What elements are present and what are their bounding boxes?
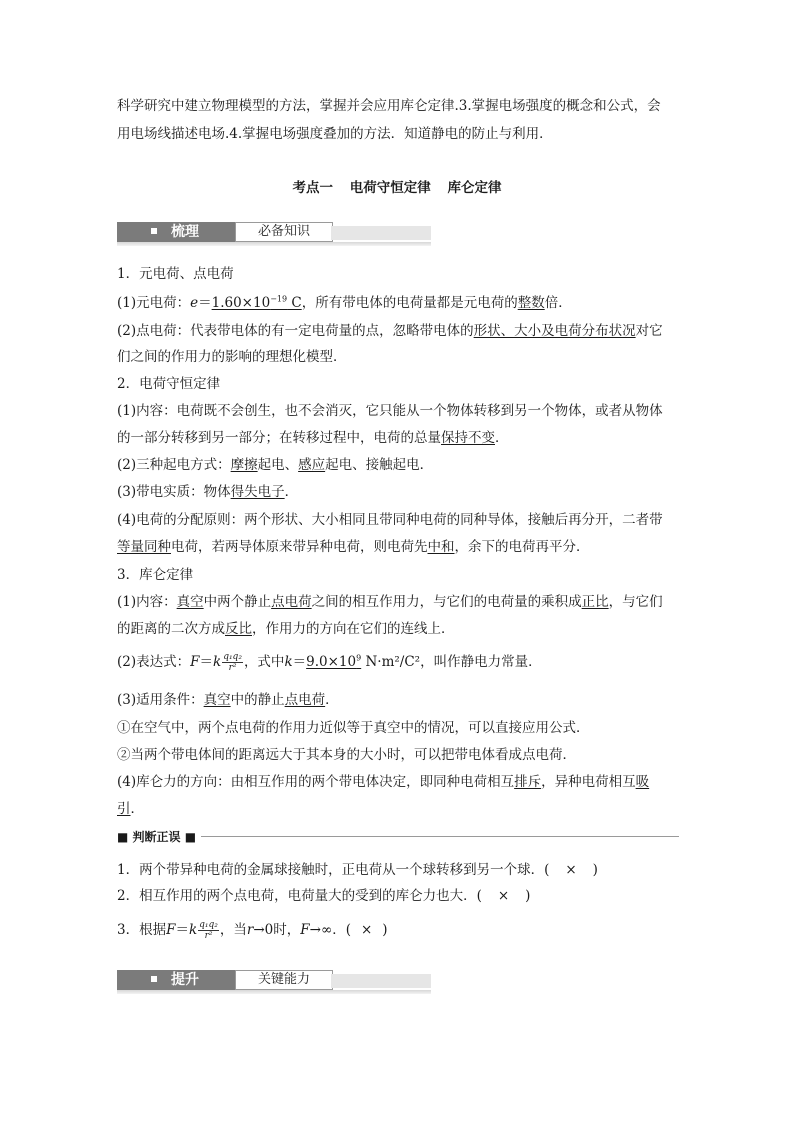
section-number: 考点一	[292, 180, 334, 196]
section-title	[0, 176, 794, 196]
p3-a-cont: 的距离的二次方成反比，作用力的方向在它们的连线上．	[117, 621, 455, 637]
heading-3: 3．库仑定律	[117, 567, 194, 583]
blank-answer: 反比	[225, 621, 252, 637]
banner-strip	[331, 974, 431, 988]
wrong-mark: ×	[497, 888, 510, 904]
coulomb-fraction: $\frac{\text{q₁q₂}}{\text{r²}}$	[223, 652, 242, 673]
blank-answer: 摩擦	[230, 457, 258, 473]
square-icon	[151, 228, 157, 234]
p2-a-cont: 的一部分转移到另一部分；在转移过程中，电荷的总量保持不变．	[117, 430, 509, 446]
p2-d-cont: 等量同种电荷，若两导体原来带异种电荷，则电荷先中和，余下的电荷再平分．	[117, 539, 590, 555]
p1-b-cont: 们之间的作用力的影响的理想化模型．	[117, 349, 347, 365]
p3-note-1: ①在空气中，两个点电荷的作用力近似等于真空中的情况，可以直接应用公式．	[117, 720, 590, 736]
blank-answer: 点电荷	[284, 692, 326, 708]
section-topic-2: 库仑定律	[447, 180, 502, 196]
banner-subtitle: 必备知识	[235, 222, 333, 242]
p2-a: (1)内容：电荷既不会创生，也不会消灭，它只能从一个物体转移到另一个物体，或者从物体	[117, 403, 663, 419]
wrong-mark: ×	[565, 862, 577, 878]
banner-shadow	[117, 242, 431, 246]
blank-answer: 等量同种	[117, 539, 171, 555]
p3-note-2: ②当两个带电体间的距离远大于其本身的大小时，可以把带电体看成点电荷．	[117, 747, 576, 763]
banner-tag: 梳理	[117, 222, 235, 242]
judge-q2: 2．相互作用的两个点电荷，电荷量大的受到的库仑力也大．( × )	[117, 888, 531, 904]
blank-answer: 形状、大小及电荷分布状况	[473, 323, 636, 339]
banner-tag: 提升	[117, 970, 235, 990]
judge-q1: 1．两个带异种电荷的金属球接触时，正电荷从一个球转移到另一个球．( × )	[117, 862, 598, 878]
blank-answer: 真空	[203, 692, 231, 708]
p3-b-formula: (2)表达式：F＝k $\frac{\text{q₁q₂}}{\text{r²}}$ ，式中$k=9.0\times 10^9$ N·m²/C²，叫作静电力常量．	[117, 652, 542, 673]
p2-b: (2)三种起电方式：摩擦起电、感应起电、接触起电．	[117, 457, 434, 473]
blank-answer: 感应	[298, 457, 326, 473]
banner-improve	[117, 970, 431, 994]
blank-answer: 中和	[427, 539, 455, 555]
banner-shadow	[117, 990, 431, 994]
p1-b: (2)点电荷：代表带电体的有一定电荷量的点，忽略带电体的形状、大小及电荷分布状况对它	[117, 323, 663, 339]
p2-d: (4)电荷的分配原则：两个形状、大小相同且带同种电荷的同种导体，接触后再分开，二者带	[117, 512, 663, 528]
p3-a: (1)内容：真空中两个静止点电荷之间的相互作用力，与它们的电荷量的乘积成正比，与它们	[117, 594, 663, 610]
coulomb-fraction: $\frac{\text{q₁q₂}}{\text{r²}}$	[199, 920, 218, 941]
intro-line-1: 科学研究中建立物理模型的方法，掌握并会应用库仑定律.3.掌握电场强度的概念和公式，会	[117, 98, 661, 114]
blank-answer: 正比	[581, 594, 609, 610]
blank-answer: 吸	[635, 774, 650, 790]
p2-c: (3)带电实质：物体得失电子．	[117, 484, 299, 500]
blank-answer: 引	[117, 801, 131, 817]
p1-a: (1)元电荷：$e=1.60\times 10^{-19}$ C，所有带电体的电荷量都是元电荷的整数倍．	[117, 294, 572, 311]
p3-d-cont: 引．	[117, 801, 144, 817]
wrong-mark: ×	[360, 922, 373, 938]
square-icon	[151, 976, 157, 982]
banner-review	[117, 222, 431, 246]
blank-answer: 点电荷	[271, 594, 312, 610]
blank-answer: $9.0\times 10^9$	[306, 653, 362, 670]
judge-q3: 3．根据F＝k $\frac{\text{q₁q₂}}{\text{r²}}$ ，当r→0时，F→∞．( × )	[117, 920, 388, 941]
judge-header: ■ 判断正误 ■	[117, 828, 679, 844]
heading-1: 1．元电荷、点电荷	[117, 266, 234, 282]
p3-d: (4)库仑力的方向：由相互作用的两个带电体决定，即同种电荷相互排斥，异种电荷相互吸	[117, 774, 650, 790]
blank-answer: 保持不变	[441, 430, 495, 446]
blank-answer: 排斥	[514, 774, 542, 790]
blank-answer: 整数	[517, 295, 545, 311]
section-topic-1: 电荷守恒定律	[349, 180, 431, 196]
blank-answer: 得失电子	[230, 484, 285, 500]
intro-line-2: 用电场线描述电场.4.掌握电场强度叠加的方法．知道静电的防止与利用．	[117, 126, 553, 142]
blank-answer: $1.60\times 10^{-19}$ C	[211, 294, 302, 311]
divider	[201, 836, 679, 837]
p3-c: (3)适用条件：真空中的静止点电荷．	[117, 692, 339, 708]
blank-answer: 真空	[176, 594, 204, 610]
heading-2: 2．电荷守恒定律	[117, 376, 221, 392]
banner-strip	[331, 226, 431, 240]
banner-subtitle: 关键能力	[235, 970, 333, 990]
